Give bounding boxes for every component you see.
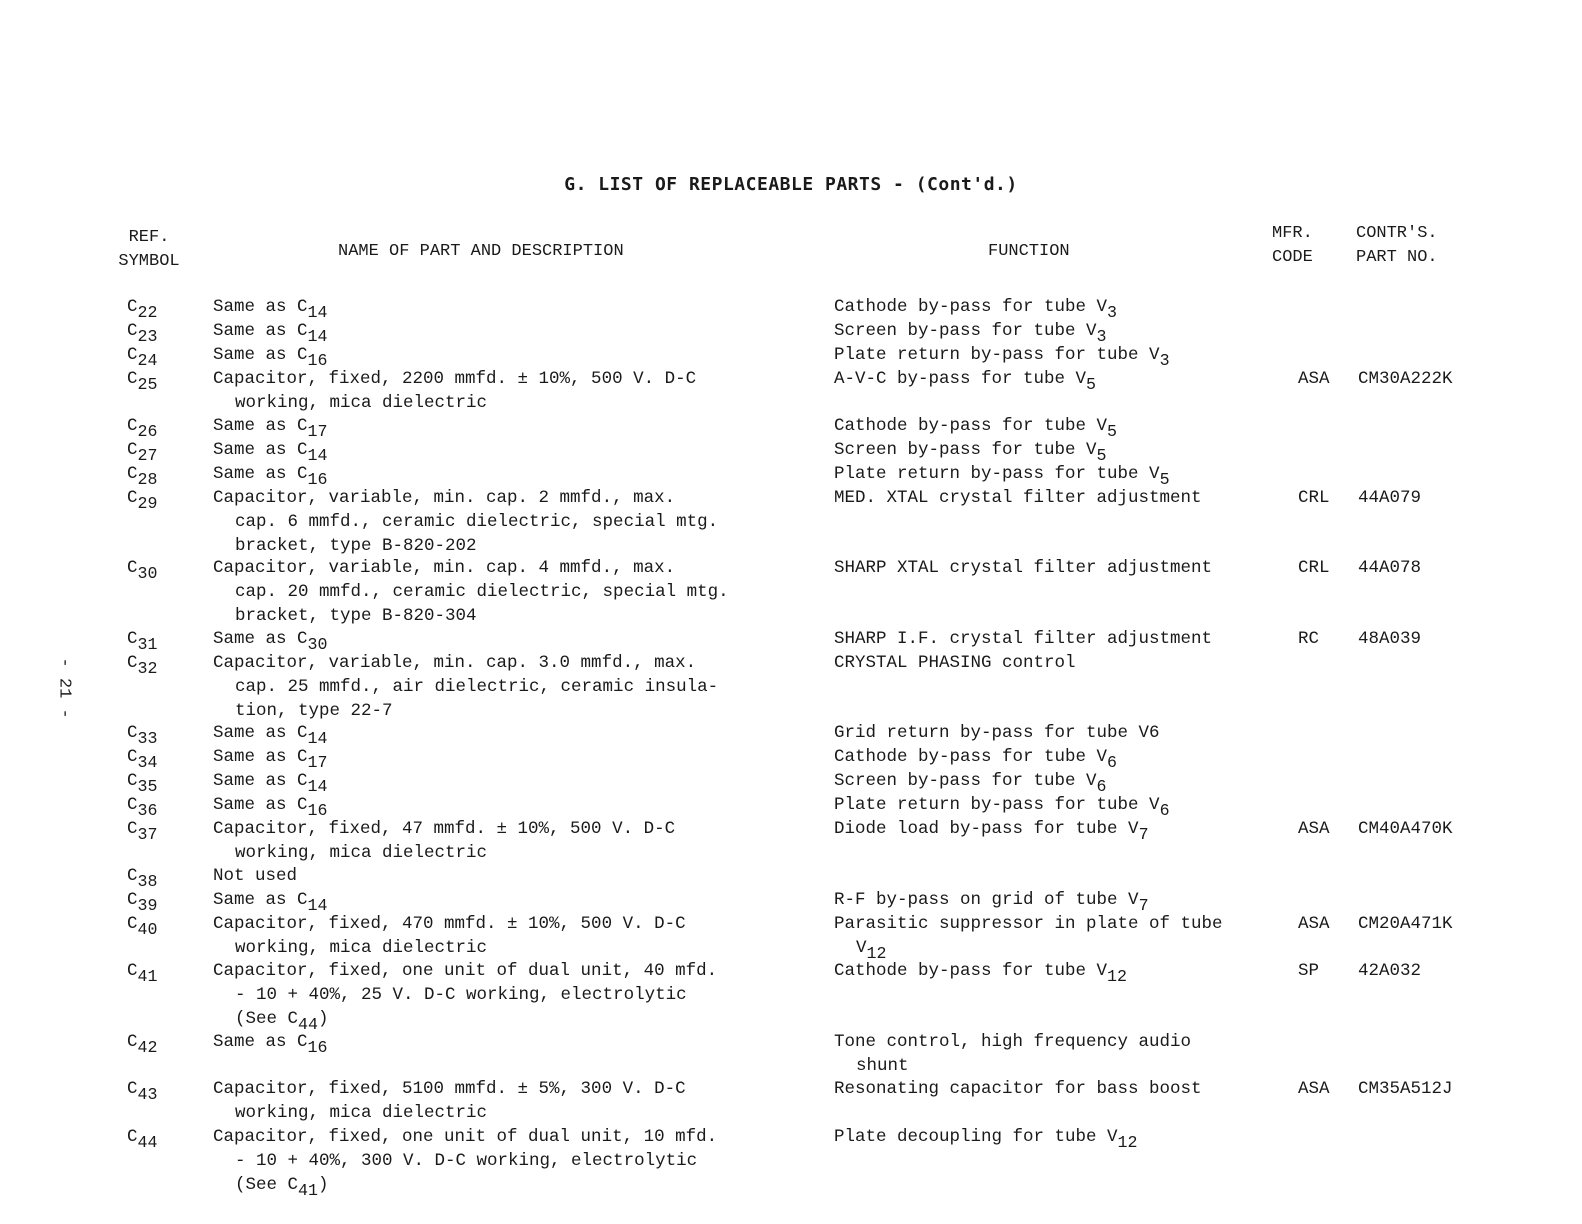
- part-description: [213, 487, 813, 558]
- header-mfr-line2: CODE: [1272, 248, 1313, 267]
- function-line: $V_{12}$: [856, 937, 887, 963]
- part-description: [213, 344, 813, 368]
- function-line: shunt: [856, 1055, 909, 1076]
- contractor-part-number: 42A032: [1358, 961, 1422, 981]
- description-line: cap. 6 mmfd., ceramic dielectric, special mtg.: [235, 511, 719, 532]
- mfr-code: CRL: [1298, 558, 1330, 578]
- description-line: Capacitor, fixed, 5100 mmfd. ± 5%, 300 V. D-C: [213, 1079, 686, 1099]
- contractor-part-number: CM30A222K: [1358, 369, 1453, 389]
- part-description: [213, 746, 813, 770]
- function-line: Cathode by-pass for tube $V_3$: [834, 297, 1118, 322]
- part-function: [834, 628, 1284, 652]
- ref-symbol: $C_{26}$: [127, 416, 158, 441]
- ref-symbol: $C_{36}$: [127, 795, 158, 820]
- part-function: [834, 344, 1284, 368]
- ref-symbol: $C_{44}$: [127, 1127, 158, 1152]
- part-function: [834, 415, 1284, 439]
- part-description: [213, 415, 813, 439]
- description-line: Same as $C_{30}$: [213, 629, 328, 654]
- ref-symbol: $C_{31}$: [127, 629, 158, 654]
- part-description: [213, 320, 813, 344]
- ref-symbol: $C_{37}$: [127, 819, 158, 844]
- part-description: [213, 557, 813, 628]
- description-line: Same as $C_{17}$: [213, 747, 328, 772]
- part-description: [213, 652, 813, 723]
- function-line: Diode load by-pass for tube $V_7$: [834, 819, 1149, 844]
- function-line: Cathode by-pass for tube $V_5$: [834, 416, 1118, 441]
- ref-symbol: $C_{40}$: [127, 914, 158, 939]
- function-line: A-V-C by-pass for tube $V_5$: [834, 369, 1097, 394]
- mfr-code: ASA: [1298, 1079, 1330, 1099]
- description-line: Same as $C_{14}$: [213, 321, 328, 346]
- ref-symbol: $C_{23}$: [127, 321, 158, 346]
- contractor-part-number: 44A078: [1358, 558, 1422, 578]
- ref-symbol: $C_{33}$: [127, 723, 158, 748]
- part-function: [834, 463, 1284, 487]
- ref-symbol: $C_{41}$: [127, 961, 158, 986]
- part-description: [213, 628, 813, 652]
- function-line: MED. XTAL crystal filter adjustment: [834, 488, 1202, 508]
- contractor-part-number: CM20A471K: [1358, 914, 1453, 934]
- description-line: Same as $C_{16}$: [213, 464, 328, 489]
- part-description: [213, 1031, 813, 1055]
- header-ref-line1: REF.: [128, 228, 170, 247]
- part-function: [834, 722, 1284, 746]
- description-line: Same as $C_{16}$: [213, 345, 328, 370]
- function-line: Cathode by-pass for tube $V_{12}$: [834, 961, 1127, 986]
- part-function: [834, 296, 1284, 320]
- ref-symbol: $C_{43}$: [127, 1079, 158, 1104]
- part-function: [834, 794, 1284, 818]
- description-line: cap. 25 mmfd., air dielectric, ceramic insula-: [235, 676, 719, 697]
- description-line: - 10 + 40%, 25 V. D-C working, electrolytic: [235, 984, 687, 1005]
- description-line: Same as $C_{16}$: [213, 1032, 328, 1057]
- mfr-code: ASA: [1298, 819, 1330, 839]
- function-line: Plate return by-pass for tube $V_3$: [834, 345, 1170, 370]
- mfr-code: ASA: [1298, 914, 1330, 934]
- mfr-code: RC: [1298, 629, 1320, 649]
- ref-symbol: $C_{24}$: [127, 345, 158, 370]
- header-function: FUNCTION: [988, 242, 1070, 261]
- part-description: [213, 889, 813, 913]
- description-line: Same as $C_{16}$: [213, 795, 328, 820]
- description-line: working, mica dielectric: [235, 1102, 488, 1123]
- description-line: Same as $C_{14}$: [213, 297, 328, 322]
- part-function: [834, 913, 1284, 961]
- part-description: [213, 1078, 813, 1126]
- part-description: [213, 1126, 813, 1200]
- contractor-part-number: 44A079: [1358, 488, 1422, 508]
- description-line: bracket, type B-820-304: [235, 605, 477, 626]
- description-line: tion, type 22-7: [235, 700, 393, 721]
- description-line: Not used: [213, 866, 298, 886]
- part-description: [213, 960, 813, 1034]
- part-description: [213, 818, 813, 866]
- part-function: [834, 439, 1284, 463]
- part-function: [834, 1126, 1284, 1150]
- header-part-line1: CONTR'S.: [1356, 224, 1438, 243]
- part-function: [834, 889, 1284, 913]
- contractor-part-number: CM40A470K: [1358, 819, 1453, 839]
- function-line: Grid return by-pass for tube V6: [834, 723, 1160, 743]
- description-line: Capacitor, fixed, 470 mmfd. ± 10%, 500 V. D-C: [213, 914, 686, 934]
- header-part-line2: PART NO.: [1356, 248, 1438, 267]
- ref-symbol: $C_{28}$: [127, 464, 158, 489]
- description-line: Capacitor, variable, min. cap. 4 mmfd., max.: [213, 558, 676, 578]
- function-line: SHARP XTAL crystal filter adjustment: [834, 558, 1213, 578]
- part-description: [213, 439, 813, 463]
- mfr-code: ASA: [1298, 369, 1330, 389]
- description-line: Same as $C_{17}$: [213, 416, 328, 441]
- description-line: working, mica dielectric: [235, 392, 488, 413]
- part-function: [834, 368, 1284, 392]
- description-line: Capacitor, variable, min. cap. 2 mmfd., max.: [213, 488, 676, 508]
- part-description: [213, 368, 813, 416]
- part-function: [834, 818, 1284, 842]
- function-line: SHARP I.F. crystal filter adjustment: [834, 629, 1213, 649]
- ref-symbol: $C_{42}$: [127, 1032, 158, 1057]
- description-line: Capacitor, fixed, 47 mmfd. ± 10%, 500 V. D-C: [213, 819, 676, 839]
- header-mfr-line1: MFR.: [1272, 224, 1313, 243]
- part-description: [213, 722, 813, 746]
- function-line: Tone control, high frequency audio: [834, 1032, 1192, 1052]
- part-function: [834, 746, 1284, 770]
- description-line: Same as $C_{14}$: [213, 890, 328, 915]
- ref-symbol: $C_{32}$: [127, 653, 158, 678]
- ref-symbol: $C_{38}$: [127, 866, 158, 891]
- description-line: Capacitor, fixed, 2200 mmfd. ± 10%, 500 V. D-C: [213, 369, 697, 389]
- ref-symbol: $C_{34}$: [127, 747, 158, 772]
- contractor-part-number: CM35A512J: [1358, 1079, 1453, 1099]
- function-line: Screen by-pass for tube $V_3$: [834, 321, 1107, 346]
- contractor-part-number: 48A039: [1358, 629, 1422, 649]
- ref-symbol: $C_{27}$: [127, 440, 158, 465]
- description-line: (See $C_{44}$): [235, 1008, 329, 1034]
- function-line: Plate decoupling for tube $V_{12}$: [834, 1127, 1138, 1152]
- function-line: Plate return by-pass for tube $V_5$: [834, 464, 1170, 489]
- part-description: [213, 865, 813, 889]
- page-title: G. LIST OF REPLACEABLE PARTS - (Cont'd.): [564, 174, 1018, 195]
- ref-symbol: $C_{35}$: [127, 771, 158, 796]
- part-function: [834, 320, 1284, 344]
- description-line: working, mica dielectric: [235, 842, 488, 863]
- description-line: - 10 + 40%, 300 V. D-C working, electrolytic: [235, 1150, 698, 1171]
- function-line: Screen by-pass for tube $V_6$: [834, 771, 1107, 796]
- function-line: Plate return by-pass for tube $V_6$: [834, 795, 1170, 820]
- function-line: Cathode by-pass for tube $V_6$: [834, 747, 1118, 772]
- part-description: [213, 794, 813, 818]
- function-line: Screen by-pass for tube $V_5$: [834, 440, 1107, 465]
- part-function: [834, 960, 1284, 984]
- part-description: [213, 913, 813, 961]
- function-line: Resonating capacitor for bass boost: [834, 1079, 1202, 1099]
- part-description: [213, 296, 813, 320]
- mfr-code: CRL: [1298, 488, 1330, 508]
- header-name-description: NAME OF PART AND DESCRIPTION: [338, 242, 624, 261]
- ref-symbol: $C_{25}$: [127, 369, 158, 394]
- part-description: [213, 770, 813, 794]
- description-line: (See $C_{41}$): [235, 1174, 329, 1200]
- ref-symbol: $C_{22}$: [127, 297, 158, 322]
- description-line: Same as $C_{14}$: [213, 723, 328, 748]
- part-function: [834, 1031, 1284, 1079]
- part-function: [834, 487, 1284, 511]
- description-line: Capacitor, fixed, one unit of dual unit, 10 mfd.: [213, 1127, 718, 1147]
- description-line: cap. 20 mmfd., ceramic dielectric, special mtg.: [235, 581, 729, 602]
- page-number: - 21 -: [54, 657, 74, 719]
- description-line: Same as $C_{14}$: [213, 440, 328, 465]
- description-line: bracket, type B-820-202: [235, 535, 477, 556]
- description-line: Same as $C_{14}$: [213, 771, 328, 796]
- ref-symbol: $C_{29}$: [127, 488, 158, 513]
- part-description: [213, 463, 813, 487]
- function-line: CRYSTAL PHASING control: [834, 653, 1076, 673]
- mfr-code: SP: [1298, 961, 1320, 981]
- part-function: [834, 1078, 1284, 1102]
- ref-symbol: $C_{30}$: [127, 558, 158, 583]
- function-line: Parasitic suppressor in plate of tube: [834, 914, 1223, 934]
- description-line: Capacitor, fixed, one unit of dual unit, 40 mfd.: [213, 961, 718, 981]
- function-line: R-F by-pass on grid of tube $V_7$: [834, 890, 1149, 915]
- header-ref-line2: SYMBOL: [118, 252, 180, 271]
- part-function: [834, 652, 1284, 676]
- ref-symbol: $C_{39}$: [127, 890, 158, 915]
- part-function: [834, 557, 1284, 581]
- description-line: working, mica dielectric: [235, 937, 488, 958]
- part-function: [834, 770, 1284, 794]
- description-line: Capacitor, variable, min. cap. 3.0 mmfd., max.: [213, 653, 697, 673]
